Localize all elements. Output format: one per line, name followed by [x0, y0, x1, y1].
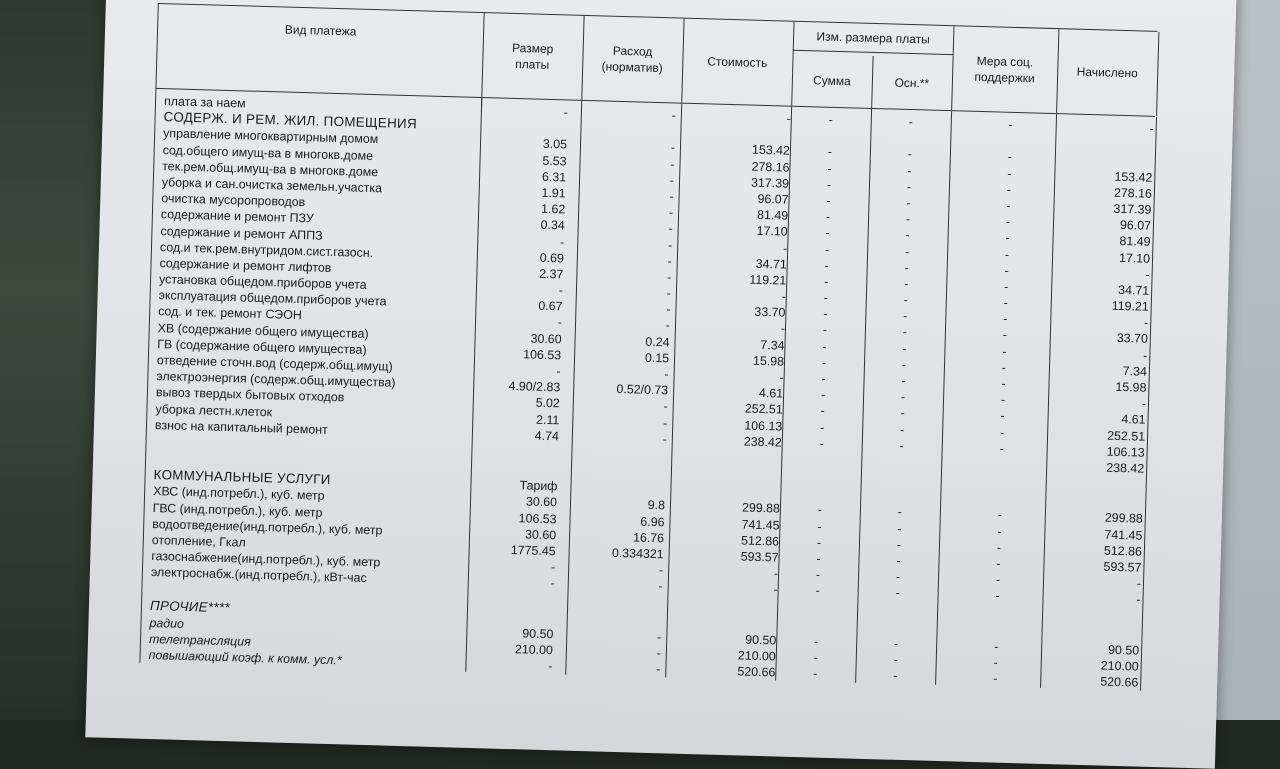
reason-cell: - — [896, 537, 902, 552]
reason-cell: - — [893, 636, 899, 651]
payment-table — [139, 3, 1157, 691]
cost-cell: - — [779, 370, 784, 385]
charged-cell: 520.66 — [1100, 674, 1139, 690]
size-cell: - — [548, 659, 553, 674]
reason-cell: - — [899, 422, 905, 437]
support-cell: - — [1006, 182, 1012, 197]
service-name: повышающий коэф. к комм. усл.* — [148, 647, 342, 668]
sum-cell: - — [819, 420, 825, 435]
reason-cell: - — [905, 228, 910, 243]
size-cell: 4.90/2.83 — [508, 379, 561, 395]
cost-cell: 119.21 — [749, 272, 787, 288]
sum-cell: - — [819, 436, 825, 451]
cost-cell: 153.42 — [751, 142, 791, 159]
size-cell: - — [558, 283, 564, 298]
cost-cell: 106.13 — [744, 418, 783, 434]
service-name: электроснабж.(инд.потребл.), кВт-час — [150, 565, 367, 586]
sum-cell: - — [823, 306, 828, 322]
table-body — [139, 89, 1155, 691]
reason-cell: - — [905, 212, 911, 227]
support-cell: - — [1007, 150, 1013, 165]
charged-cell: 33.70 — [1116, 331, 1149, 347]
consumption-cell: 0.52/0.73 — [616, 382, 669, 398]
sum-cell: - — [820, 404, 825, 419]
sum-cell: - — [821, 371, 826, 386]
service-name: содержание и ремонт лифтов — [159, 255, 332, 275]
sum-cell: - — [820, 387, 826, 402]
cost-cell: 520.66 — [737, 664, 776, 680]
size-cell: 0.34 — [540, 218, 565, 233]
service-name: взнос на капитальный ремонт — [154, 417, 328, 437]
reason-cell: - — [904, 244, 910, 259]
size-cell: - — [550, 576, 555, 591]
reason-cell: - — [895, 569, 901, 584]
cost-cell: - — [786, 111, 792, 126]
reason-cell: - — [908, 114, 914, 130]
service-name: содержание и ремонт ПЗУ — [160, 207, 314, 226]
cost-cell: 33.70 — [754, 304, 786, 320]
reason-cell: - — [901, 357, 907, 372]
consumption-cell: - — [664, 367, 669, 382]
size-cell: 4.74 — [534, 428, 560, 444]
service-name: электроэнергия (содерж.общ.имущества) — [156, 369, 396, 390]
size-cell: 0.69 — [539, 250, 565, 266]
size-cell: 1.62 — [540, 201, 566, 217]
consumption-cell: - — [669, 189, 674, 204]
charged-cell: 7.34 — [1122, 363, 1148, 379]
support-cell: - — [997, 507, 1003, 523]
consumption-cell: - — [666, 302, 671, 317]
consumption-cell: - — [669, 173, 675, 188]
consumption-cell: 9.8 — [647, 498, 666, 513]
reason-cell: - — [902, 325, 908, 340]
charged-cell: 210.00 — [1100, 658, 1139, 674]
size-cell: 1775.45 — [510, 542, 556, 559]
size-cell: 2.37 — [539, 266, 564, 282]
sum-cell: - — [817, 502, 823, 518]
reason-cell: - — [897, 505, 903, 520]
reason-cell: - — [893, 652, 899, 667]
size-cell: - — [559, 234, 565, 249]
charged-cell: 34.71 — [1117, 282, 1150, 298]
support-cell: - — [1000, 392, 1006, 407]
consumption-cell: - — [667, 270, 672, 285]
consumption-cell: - — [667, 237, 673, 252]
support-cell: - — [993, 671, 998, 686]
charged-cell: 512.86 — [1103, 543, 1143, 559]
support-cell: - — [1008, 117, 1014, 132]
reason-cell: - — [900, 390, 906, 405]
consumption-cell: - — [658, 579, 663, 594]
cost-cell: - — [773, 582, 778, 597]
size-cell: - — [550, 560, 556, 575]
support-cell: - — [999, 441, 1004, 456]
reason-cell: - — [903, 292, 909, 308]
reason-cell: - — [903, 276, 909, 291]
charged-cell: 238.42 — [1106, 460, 1145, 476]
size-cell: 1.91 — [541, 185, 566, 201]
charged-cell: 81.49 — [1119, 234, 1151, 250]
cost-cell: - — [773, 566, 779, 581]
size-cell: Тариф — [519, 478, 558, 494]
support-cell: - — [997, 524, 1002, 539]
consumption-cell: - — [670, 140, 676, 155]
support-cell: - — [1005, 214, 1011, 229]
size-cell: - — [563, 105, 569, 120]
consumption-cell: - — [667, 253, 673, 269]
charged-cell: - — [1136, 592, 1141, 607]
sum-cell: - — [815, 583, 820, 598]
charged-cell: 15.98 — [1115, 379, 1147, 395]
service-name: ГВС (инд.потребл.), куб. метр — [152, 500, 323, 520]
size-cell: 106.53 — [518, 510, 557, 526]
support-cell: - — [1001, 376, 1006, 391]
header-nachisleno: Начислено — [1056, 29, 1159, 116]
support-cell: - — [996, 556, 1001, 571]
service-name: радио — [149, 615, 185, 631]
support-cell: - — [1004, 263, 1009, 278]
cost-cell: 278.16 — [751, 159, 790, 175]
consumption-cell: 16.76 — [632, 530, 665, 545]
service-name: отопление, Гкал — [151, 532, 246, 550]
cost-cell: 741.45 — [741, 516, 780, 533]
sum-cell: - — [826, 193, 831, 208]
sum-cell: - — [827, 145, 833, 160]
section-title: СОДЕРЖ. И РЕМ. ЖИЛ. ПОМЕЩЕНИЯ — [163, 109, 418, 132]
sum-cell: - — [813, 666, 818, 681]
cost-cell: 7.34 — [760, 337, 785, 353]
size-cell: - — [556, 364, 561, 379]
consumption-cell: 6.96 — [640, 514, 665, 529]
sum-cell: - — [825, 209, 831, 224]
charged-cell: 119.21 — [1111, 298, 1149, 314]
charged-cell: 317.39 — [1113, 201, 1152, 217]
header-razmer: Размер платы — [481, 13, 584, 100]
cost-cell: 90.50 — [745, 632, 777, 648]
consumption-cell: - — [656, 645, 662, 661]
cost-cell: 96.07 — [757, 191, 789, 207]
charged-cell: 593.57 — [1103, 559, 1142, 575]
sum-cell: - — [821, 355, 827, 370]
sum-cell: - — [822, 323, 828, 338]
section-title: ПРОЧИЕ**** — [149, 598, 231, 616]
support-cell: - — [1006, 198, 1011, 213]
support-cell: - — [993, 655, 998, 670]
sum-cell: - — [824, 242, 830, 257]
support-cell: - — [999, 425, 1005, 440]
header-mera: Мера соц. поддержки — [951, 26, 1059, 113]
sum-cell: - — [813, 634, 819, 649]
support-cell: - — [995, 588, 1000, 603]
receipt-paper — [85, 0, 1236, 769]
cost-cell: 299.88 — [741, 500, 781, 516]
reason-cell: - — [906, 179, 912, 194]
reason-cell: - — [899, 438, 905, 453]
consumption-cell: - — [668, 205, 674, 220]
consumption-cell: - — [671, 108, 677, 123]
service-name: уборка лестн.клеток — [155, 401, 273, 419]
reason-cell: - — [906, 195, 911, 210]
reason-cell: - — [901, 373, 906, 388]
cost-cell: - — [781, 289, 787, 304]
header-stoimost: Стоимость — [681, 19, 794, 106]
charged-cell: - — [1136, 576, 1142, 591]
consumption-cell: - — [662, 415, 668, 430]
reason-cell: - — [907, 147, 913, 162]
service-name: содержание и ремонт АППЗ — [160, 223, 323, 243]
charged-cell: 4.61 — [1121, 412, 1146, 428]
sum-cell: - — [825, 226, 830, 241]
consumption-cell: - — [670, 156, 675, 172]
service-name: вывоз твердых бытовых отходов — [155, 385, 345, 405]
sum-cell: - — [815, 567, 821, 582]
cost-cell: 210.00 — [737, 648, 777, 664]
cost-cell: 4.61 — [758, 386, 784, 401]
section-title: КОММУНАЛЬНЫЕ УСЛУГИ — [153, 467, 331, 488]
service-name: ХВ (содержание общего имущества) — [157, 320, 369, 341]
sum-cell: - — [824, 258, 830, 273]
reason-cell: - — [897, 521, 902, 536]
header-osn: Осн.** — [894, 75, 930, 91]
reason-cell: - — [907, 163, 912, 178]
service-name: плата за наем — [163, 94, 246, 111]
cost-cell: - — [782, 241, 788, 256]
sum-cell: - — [817, 519, 822, 534]
support-cell: - — [1002, 328, 1008, 343]
sum-cell: - — [813, 650, 819, 665]
cost-cell: 593.57 — [740, 549, 779, 565]
charged-cell: - — [1145, 267, 1150, 282]
sum-cell: - — [827, 161, 832, 176]
size-cell: - — [557, 315, 563, 330]
consumption-cell: 0.334321 — [611, 545, 664, 562]
support-cell: - — [993, 639, 999, 654]
cost-cell: 238.42 — [743, 434, 782, 450]
cost-cell: - — [780, 321, 786, 337]
consumption-cell: - — [656, 662, 661, 677]
support-cell: - — [1004, 247, 1010, 262]
reason-cell: - — [893, 668, 898, 683]
reason-cell: - — [902, 341, 907, 356]
support-cell: - — [995, 572, 1001, 587]
consumption-cell: 0.15 — [644, 350, 670, 366]
support-cell: - — [1003, 279, 1009, 294]
header-izm: Изм. размера платы — [791, 22, 954, 110]
support-cell: - — [1005, 231, 1010, 246]
charged-cell: 96.07 — [1119, 218, 1152, 233]
reason-cell: - — [896, 553, 901, 568]
charged-cell: - — [1141, 396, 1147, 411]
header-rashod: Расход (норматив) — [581, 16, 684, 103]
service-name: ГВ (содержание общего имущества) — [157, 336, 367, 357]
reason-cell: - — [903, 309, 908, 324]
reason-cell: - — [895, 586, 900, 601]
sum-cell: - — [823, 290, 829, 305]
cost-cell: 512.86 — [740, 533, 780, 549]
size-cell: 0.67 — [538, 298, 563, 314]
size-cell: 106.53 — [523, 347, 562, 363]
size-cell: 30.60 — [524, 527, 557, 542]
charged-cell: 741.45 — [1104, 527, 1143, 543]
support-cell: - — [1000, 409, 1005, 424]
size-cell: 3.05 — [542, 137, 568, 152]
charged-cell: 153.42 — [1114, 169, 1153, 185]
reason-cell: - — [900, 406, 905, 421]
charged-cell: - — [1143, 315, 1149, 330]
charged-cell: - — [1143, 348, 1148, 363]
service-name: отведение сточн.вод (содерж.общ.имущ) — [156, 353, 393, 374]
support-cell: - — [1001, 360, 1007, 375]
service-name: сод. и тек. ремонт СЭОН — [158, 304, 302, 323]
size-cell: 2.11 — [535, 412, 560, 427]
support-cell: - — [1003, 295, 1009, 310]
size-cell: 5.53 — [542, 153, 567, 169]
charged-cell: 106.13 — [1106, 444, 1145, 460]
consumption-cell: 0.24 — [645, 334, 670, 350]
service-name: уборка и сан.очистка земельн.участка — [161, 175, 383, 196]
size-cell: 6.31 — [541, 169, 567, 185]
consumption-cell: - — [662, 431, 668, 447]
consumption-cell: - — [663, 399, 668, 414]
cost-cell: 317.39 — [750, 175, 790, 191]
service-name: тек.рем.общ.имущ-ва в многокв.доме — [162, 158, 379, 179]
service-name: управление многоквартирным домом — [162, 126, 379, 147]
cost-cell: 252.51 — [744, 401, 783, 417]
charged-cell: 90.50 — [1107, 642, 1140, 658]
reason-cell: - — [904, 260, 909, 275]
support-cell: - — [996, 540, 1002, 555]
size-cell: 90.50 — [522, 626, 554, 641]
service-name: эксплуатация общедом.приборов учета — [158, 288, 387, 309]
size-cell: 30.60 — [525, 494, 558, 510]
size-cell: 30.60 — [530, 331, 562, 346]
size-cell: 210.00 — [514, 642, 554, 658]
service-name: ХВС (инд.потребл.), куб. метр — [152, 484, 325, 504]
charged-cell: - — [1149, 121, 1154, 136]
sum-cell: - — [816, 551, 821, 566]
consumption-cell: - — [665, 318, 671, 333]
size-cell: 5.02 — [535, 396, 560, 411]
sum-cell: - — [828, 112, 834, 127]
service-name: телетрансляция — [148, 631, 251, 649]
cost-cell: 81.49 — [756, 207, 789, 223]
consumption-cell: - — [656, 629, 662, 644]
service-name: водоотведение(инд.потребл.), куб. метр — [152, 516, 383, 538]
consumption-cell: - — [668, 221, 673, 236]
sum-cell: - — [826, 177, 832, 192]
charged-cell: 278.16 — [1113, 185, 1153, 201]
charged-cell: 252.51 — [1107, 428, 1146, 444]
consumption-cell: - — [658, 563, 664, 578]
support-cell: - — [1007, 166, 1012, 181]
support-cell: - — [1002, 344, 1007, 359]
charged-cell: 299.88 — [1104, 510, 1143, 526]
support-cell: - — [1003, 311, 1008, 327]
service-name: установка общедом.приборов учета — [158, 272, 367, 292]
cost-cell: 34.71 — [755, 256, 787, 272]
sum-cell: - — [816, 535, 822, 550]
header-vid: Вид платежа — [156, 4, 485, 111]
cost-cell: 15.98 — [752, 353, 785, 369]
sum-cell: - — [824, 274, 829, 289]
charged-cell: 17.10 — [1118, 250, 1151, 266]
cost-cell: 17.10 — [756, 224, 788, 239]
service-name: сод.и тек.рем.внутридом.сист.газосн. — [159, 239, 374, 260]
sum-cell: - — [822, 339, 827, 354]
consumption-cell: - — [666, 286, 672, 301]
service-name: сод.общего имущ-ва в многокв.доме — [162, 142, 374, 163]
service-name: газоснабжение(инд.потребл.), куб. метр — [151, 549, 381, 570]
service-name: очистка мусоропроводов — [161, 191, 306, 210]
header-summa: Сумма — [791, 54, 873, 108]
